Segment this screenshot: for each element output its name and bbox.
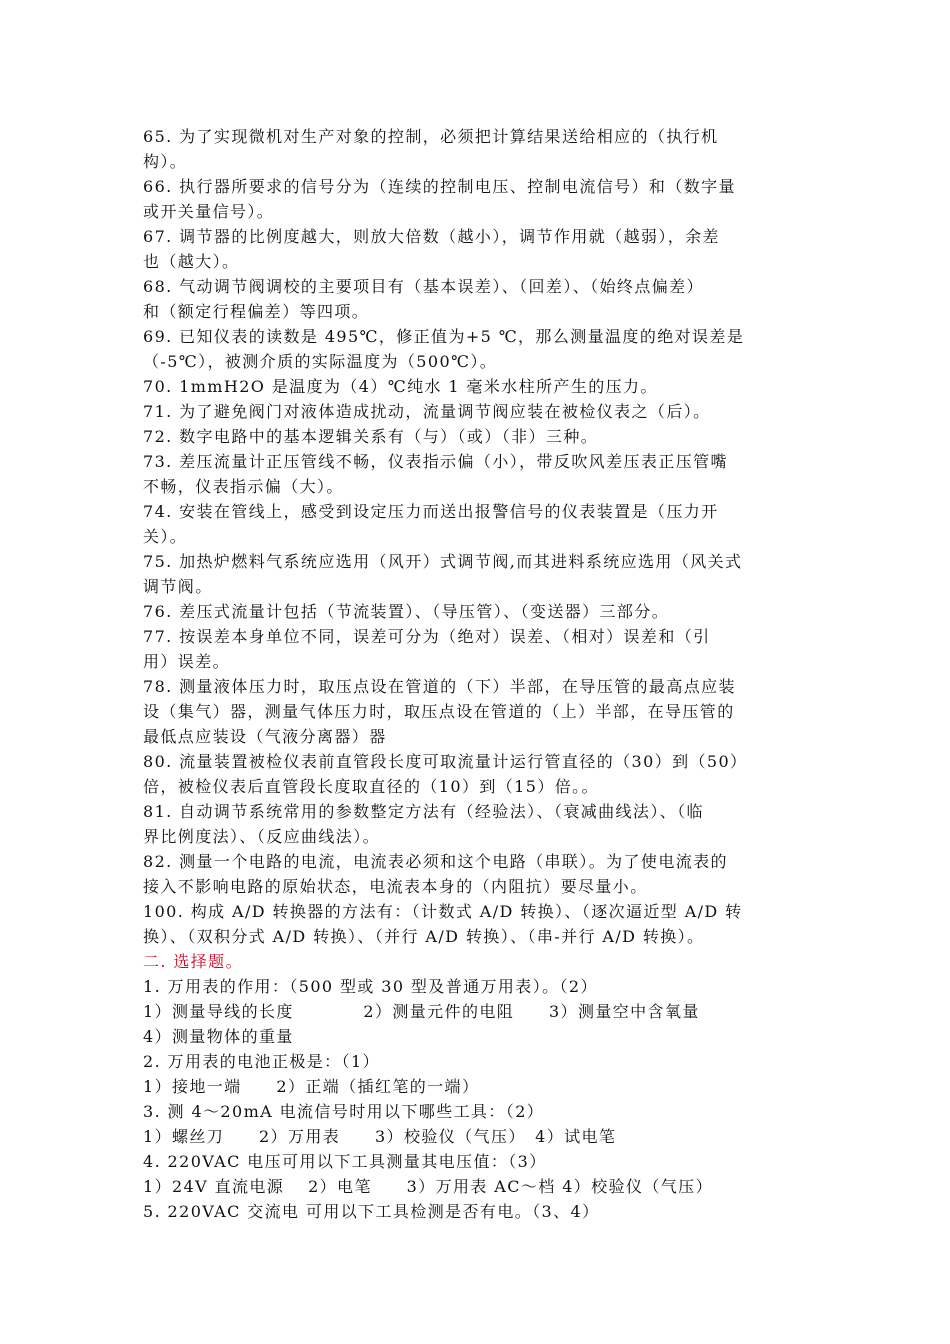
- text-line: 用）误差。: [143, 652, 231, 671]
- text-line: 80. 流量装置被检仪表前直管段长度可取流量计运行管直径的（30）到（50）: [143, 752, 748, 771]
- text-line: 也（越大）。: [143, 252, 240, 271]
- question-line: 4）测量物体的重量: [143, 1027, 294, 1046]
- text-line: 不畅，仪表指示偏（大）。: [143, 477, 344, 496]
- text-line: 71. 为了避免阀门对液体造成扰动，流量调节阀应装在被检仪表之（后）。: [143, 402, 711, 421]
- text-line: 69. 已知仪表的读数是 495℃，修正值为+5 ℃，那么测量温度的绝对误差是: [143, 327, 745, 346]
- question-line: 1）接地一端 2）正端（插红笔的一端）: [143, 1077, 480, 1096]
- text-line: 70. 1mmH2O 是温度为（4）℃纯水 1 毫米水柱所产生的压力。: [143, 377, 658, 396]
- text-line: 设（集气）器，测量气体压力时，取压点设在管道的（上）半部，在导压管的: [143, 702, 735, 721]
- text-line: 68. 气动调节阀调校的主要项目有（基本误差）、（回差）、（始终点偏差）: [143, 277, 704, 296]
- question-line: 1）螺丝刀 2）万用表 3）校验仪（气压） 4）试电笔: [143, 1127, 617, 1146]
- text-line: 75. 加热炉燃料气系统应选用（风开）式调节阀,而其进料系统应选用（风关式: [143, 552, 743, 571]
- text-line: 73. 差压流量计正压管线不畅，仪表指示偏（小），带反吹风差压表正压管嘴: [143, 452, 728, 471]
- question-line: 5. 220VAC 交流电 可用以下工具检测是否有电。（3、4）: [143, 1202, 600, 1221]
- question-line: 1. 万用表的作用：（500 型或 30 型及普通万用表）。（2）: [143, 977, 598, 996]
- text-line: 关）。: [143, 527, 188, 546]
- text-line: 65. 为了实现微机对生产对象的控制，必须把计算结果送给相应的（执行机: [143, 127, 719, 146]
- text-line: （-5℃），被测介质的实际温度为（500℃）。: [143, 352, 498, 371]
- text-line: 76. 差压式流量计包括（节流装置）、（导压管）、（变送器）三部分。: [143, 602, 670, 621]
- text-line: 82. 测量一个电路的电流，电流表必须和这个电路（串联）。为了使电流表的: [143, 852, 728, 871]
- text-line: 换）、（双积分式 A/D 转换）、（并行 A/D 转换）、（串-并行 A/D 转换）。: [143, 927, 705, 946]
- question-line: 1）测量导线的长度 2）测量元件的电阻 3）测量空中含氧量: [143, 1002, 700, 1021]
- text-line: 调节阀。: [143, 577, 213, 596]
- text-line: 倍，被检仪表后直管段长度取直径的（10）到（15）倍。。: [143, 777, 599, 796]
- text-line: 67. 调节器的比例度越大，则放大倍数（越小），调节作用就（越弱），余差: [143, 227, 720, 246]
- document-page: [143, 124, 811, 1224]
- text-line: 81. 自动调节系统常用的参数整定方法有（经验法）、（衰减曲线法）、（临: [143, 802, 704, 821]
- question-line: 2. 万用表的电池正极是：（1）: [143, 1052, 380, 1071]
- text-line: 100. 构成 A/D 转换器的方法有：（计数式 A/D 转换）、（逐次逼近型 A/D 转: [143, 902, 743, 921]
- section-title: 二. 选择题。: [143, 952, 243, 971]
- text-line: 或开关量信号）。: [143, 202, 275, 221]
- text-line: 78. 测量液体压力时，取压点设在管道的（下）半部，在导压管的最高点应装: [143, 677, 736, 696]
- text-line: 和（额定行程偏差）等四项。: [143, 302, 370, 321]
- text-line: 74. 安装在管线上，感受到设定压力而送出报警信号的仪表装置是（压力开: [143, 502, 719, 521]
- text-line: 接入不影响电路的原始状态，电流表本身的（内阻抗）要尽量小。: [143, 877, 648, 896]
- question-line: 4. 220VAC 电压可用以下工具测量其电压值：（3）: [143, 1152, 547, 1171]
- text-line: 最低点应装设（气液分离器）器: [143, 727, 387, 746]
- text-line: 构）。: [143, 152, 188, 171]
- text-line: 77. 按误差本身单位不同，误差可分为（绝对）误差、（相对）误差和（引: [143, 627, 711, 646]
- text-line: 66. 执行器所要求的信号分为（连续的控制电压、控制电流信号）和（数字量: [143, 177, 736, 196]
- text-line: 72. 数字电路中的基本逻辑关系有（与）（或）（非）三种。: [143, 427, 599, 446]
- question-line: 1）24V 直流电源 2）电笔 3）万用表 AC～档 4）校验仪（气压）: [143, 1177, 713, 1196]
- text-line: 界比例度法）、（反应曲线法）。: [143, 827, 381, 846]
- question-line: 3. 测 4～20mA 电流信号时用以下哪些工具：（2）: [143, 1102, 545, 1121]
